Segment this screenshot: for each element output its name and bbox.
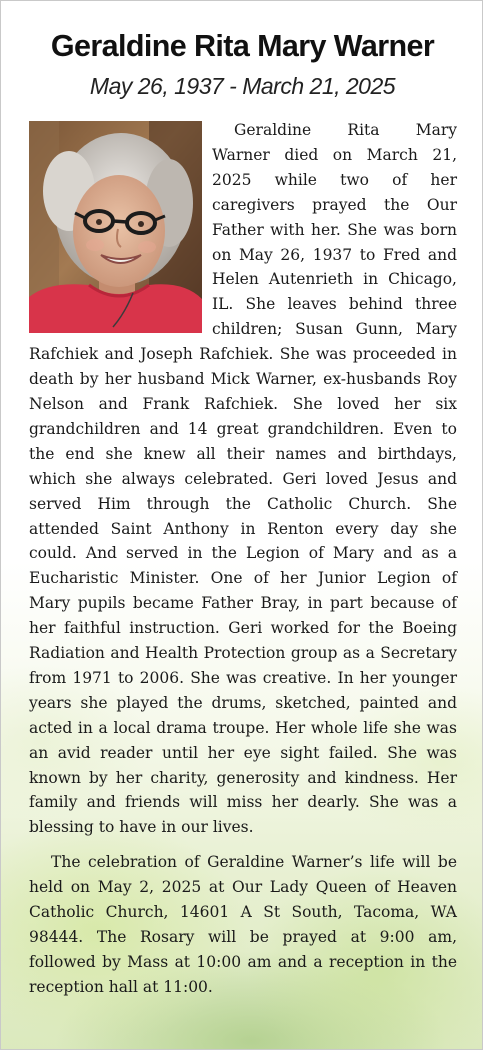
portrait-photo <box>29 121 202 333</box>
life-dates: May 26, 1937 - March 21, 2025 <box>89 73 396 99</box>
obituary-paragraph-life: Geraldine Rita Mary Warner died on March 21, 2025 while two of her caregivers prayed the Our Father with her. She was born on May 26, 1937 to Fred and Helen Autenrieth in Chicago, IL. She leaves behind three children; Susan Gunn, Mary Rafchiek and Joseph Rafchiek. She was proceeded in death by her husband Mick Warner, ex-husbands Roy Nelson and Frank Rafchiek. She loved her six grandchildren and 14 great grandchildren. Even to the end she knew all their names and birthdays, which she always celebrated. Geri loved Jesus and served Him through the Catholic Church. She attended Saint Anthony in Renton every day she could. And served in the Legion of Mary and as a Eucharistic Minister. One of her Junior Legion of Mary pupils became Father Bray, in part because of her faithful instruction. Geri worked for the Boeing Radiation and Health Protection group as a Secretary from 1971 to 2006. She was creative. In her younger years she played the drums, sketched, painted and acted in a local drama troupe. Her whole life she was an avid reader until her eye sight failed. She was known by her charity, generosity and kindness. Her family and friends will miss her dearly. She was a blessing to have in our lives. <box>29 121 457 837</box>
obituary-name: Geraldine Rita Mary Warner <box>50 29 435 63</box>
obituary-paragraph-service: The celebration of Geraldine Warner’s life will be held on May 2, 2025 at Our Lady Queen of Heaven Catholic Church, 14601 A St South, Tacoma, WA 98444. The Rosary will be prayed at 9:00 am, followed by Mass at 10:00 am and a reception in the reception hall at 11:00. <box>29 853 457 996</box>
obituary-body <box>29 118 457 1000</box>
